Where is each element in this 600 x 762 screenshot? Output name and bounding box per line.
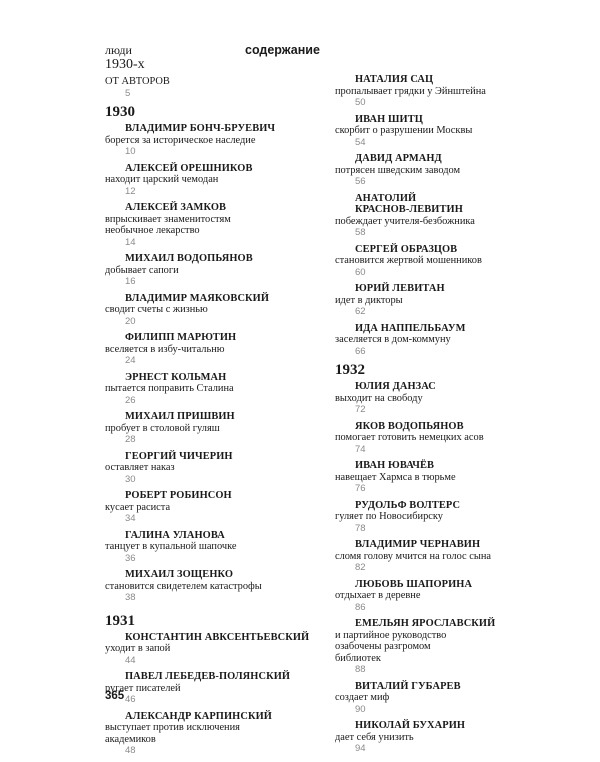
toc-entry-page: 36 <box>125 552 136 564</box>
toc-entry-page: 78 <box>355 522 366 534</box>
toc-entry[interactable] <box>335 421 550 456</box>
toc-right-continued <box>335 74 550 357</box>
toc-entry[interactable] <box>105 490 320 525</box>
toc-entry-page: 16 <box>125 276 136 287</box>
toc-entry[interactable] <box>335 244 550 279</box>
toc-entry-name: МИХАИЛ ПРИШВИН <box>125 411 235 422</box>
toc-entry-page: 10 <box>125 146 136 157</box>
year-heading: 1932 <box>335 362 365 378</box>
toc-entry-page: 48 <box>125 745 136 756</box>
toc-entry[interactable] <box>335 114 550 149</box>
toc-entry[interactable] <box>335 283 550 318</box>
toc-entry-page: 44 <box>125 654 136 666</box>
toc-entry-description: выходит на свободу <box>335 392 423 404</box>
toc-entry-page: 34 <box>125 513 136 524</box>
toc-entry-description: вселяется в избу-читальню <box>105 343 225 355</box>
toc-entry-name: НИКОЛАЙ БУХАРИН <box>355 720 466 731</box>
toc-entry[interactable] <box>335 153 550 188</box>
toc-entry-name: АЛЕКСЕЙ ОРЕШНИКОВ <box>125 162 253 174</box>
toc-entry[interactable] <box>105 632 320 667</box>
toc-entry[interactable] <box>105 123 320 158</box>
toc-entry-page: 60 <box>355 266 366 278</box>
toc-entry-description: заселяется в дом-коммуну <box>335 334 451 345</box>
toc-entry-page: 90 <box>355 703 366 715</box>
toc-entry-description: выступает против исключения академиков <box>105 722 240 745</box>
toc-entry[interactable] <box>105 569 320 604</box>
toc-entry-page: 54 <box>355 136 366 148</box>
toc-entry-name: ЯКОВ ВОДОПЬЯНОВ <box>355 420 464 432</box>
toc-entry-description: пропалывает грядки у Эйнштейна <box>335 85 486 97</box>
toc-entry-description: гуляет по Новосибирску <box>335 511 443 522</box>
toc-entry-page: 28 <box>125 434 136 445</box>
toc-entry-page: 30 <box>125 473 136 485</box>
toc-entry-page: 88 <box>355 664 366 675</box>
toc-intro-page: 5 <box>125 87 131 99</box>
toc-entry-page: 26 <box>125 394 136 406</box>
toc-entry-description: впрыскивает знаменитостям необычное лекарство <box>105 213 231 236</box>
toc-entry[interactable] <box>335 193 550 239</box>
toc-entry-description: и партийное руководство озабочены разгромом библиотек <box>335 629 447 664</box>
toc-entry-description: находит царский чемодан <box>105 174 219 185</box>
toc-entry[interactable] <box>335 381 550 416</box>
toc-entry-description: сломя голову мчится на голос сына <box>335 550 491 562</box>
toc-entry-page: 14 <box>125 236 136 248</box>
toc-entry-page: 38 <box>125 592 136 603</box>
toc-entry-name: ПАВЕЛ ЛЕБЕДЕВ-ПОЛЯНСКИЙ <box>125 671 291 682</box>
page-title: содержание <box>245 43 320 57</box>
toc-entry-name: ВЛАДИМИР ЧЕРНАВИН <box>355 539 481 550</box>
toc-entry[interactable] <box>335 74 550 109</box>
toc-entry-name: ВЛАДИМИР МАЯКОВСКИЙ <box>125 292 270 304</box>
toc-entry[interactable] <box>335 681 550 716</box>
toc-entry-name: РОБЕРТ РОБИНСОН <box>125 490 232 501</box>
toc-entry-description: становится свидетелем катастрофы <box>105 580 262 592</box>
section-label: люди <box>105 43 132 57</box>
toc-entry-name: РУДОЛЬФ ВОЛТЕРС <box>355 499 461 511</box>
toc-entry-page: 86 <box>355 601 366 613</box>
toc-entry-name: ФИЛИПП МАРЮТИН <box>125 332 237 343</box>
toc-entry-name: ГАЛИНА УЛАНОВА <box>125 529 225 541</box>
toc-entry-name: МИХАИЛ ЗОЩЕНКО <box>125 569 234 580</box>
toc-entry-name: ИВАН ЮВАЧЁВ <box>355 460 435 471</box>
toc-entry-page: 62 <box>355 306 366 317</box>
toc-entry-name: ВЛАДИМИР БОНЧ-БРУЕВИЧ <box>125 123 276 134</box>
toc-entry-description: ругает писателей <box>105 682 181 694</box>
toc-entry[interactable] <box>105 411 320 446</box>
toc-entry-name: АНАТОЛИЙ КРАСНОВ-ЛЕВИТИН <box>355 192 463 215</box>
toc-entry-description: уходит в запой <box>105 643 171 654</box>
toc-entry-description: навещает Хармса в тюрьме <box>335 471 456 483</box>
toc-entry[interactable] <box>335 579 550 614</box>
toc-entry-page: 58 <box>355 227 366 238</box>
toc-entry-name: ЮРИЙ ЛЕВИТАН <box>355 283 445 294</box>
toc-entry-description: кусает расиста <box>105 501 171 513</box>
toc-entry-description: отдыхает в деревне <box>335 590 421 601</box>
toc-entry-page: 72 <box>355 404 366 415</box>
toc-entry[interactable] <box>105 671 320 706</box>
toc-entry-page: 76 <box>355 483 366 494</box>
toc-right-years <box>335 363 550 755</box>
toc-entry-name: СЕРГЕЙ ОБРАЗЦОВ <box>355 243 458 255</box>
toc-entry-page: 20 <box>125 315 136 327</box>
toc-entry-name: КОНСТАНТИН АВКСЕНТЬЕВСКИЙ <box>125 631 310 643</box>
toc-entry[interactable] <box>335 323 550 358</box>
toc-entry-page: 82 <box>355 562 366 573</box>
toc-entry-description: дает себя унизить <box>335 731 414 743</box>
toc-column-right <box>335 74 550 760</box>
toc-entry-page: 56 <box>355 176 366 187</box>
toc-entry[interactable] <box>105 451 320 486</box>
toc-entry-name: АЛЕКСЕЙ ЗАМКОВ <box>125 202 227 213</box>
toc-entry-description: скорбит о разрушении Москвы <box>335 125 473 136</box>
toc-entry-description: становится жертвой мошенников <box>335 255 482 266</box>
toc-entry-description: побеждает учителя-безбожника <box>335 215 475 227</box>
toc-entry[interactable] <box>105 293 320 328</box>
toc-entry[interactable] <box>335 460 550 495</box>
toc-entry[interactable] <box>105 372 320 407</box>
toc-entry-page: 66 <box>355 345 366 357</box>
toc-entry-page: 74 <box>355 443 366 455</box>
toc-entry-page: 94 <box>355 743 366 754</box>
toc-entry-name: НАТАЛИЯ САЦ <box>355 74 434 85</box>
year-heading: 1930 <box>105 104 135 120</box>
toc-entry-description: борется за историческое наследие <box>105 134 256 146</box>
toc-entry-description: пытается поправить Сталина <box>105 383 234 394</box>
toc-column-left <box>105 76 320 762</box>
toc-entry-name: ЕМЕЛЬЯН ЯРОСЛАВСКИЙ <box>355 618 496 629</box>
toc-entry[interactable] <box>335 500 550 535</box>
section-header <box>105 44 145 72</box>
toc-entry-name: ЮЛИЯ ДАНЗАС <box>355 381 436 392</box>
toc-entry-description: добывает сапоги <box>105 264 179 276</box>
toc-entry-description: танцует в купальной шапочке <box>105 541 237 552</box>
toc-entry[interactable] <box>105 202 320 248</box>
toc-entry-name: ИДА НАППЕЛЬБАУМ <box>355 322 466 334</box>
toc-entry-description: создает миф <box>335 692 390 703</box>
toc-entry-name: ВИТАЛИЙ ГУБАРЕВ <box>355 680 461 692</box>
page-number: 365 <box>105 690 125 702</box>
toc-entry-name: ИВАН ШИТЦ <box>355 113 423 125</box>
toc-intro-entry[interactable] <box>105 76 320 99</box>
section-era: 1930-х <box>105 57 145 72</box>
toc-entry-description: идет в дикторы <box>335 294 403 306</box>
toc-entry-name: МИХАИЛ ВОДОПЬЯНОВ <box>125 253 253 264</box>
toc-entry[interactable] <box>335 720 550 755</box>
toc-entry-description: пробует в столовой гуляш <box>105 422 220 434</box>
toc-left-years <box>105 105 320 757</box>
toc-entry-description: оставляет наказ <box>105 462 175 473</box>
toc-entry[interactable] <box>105 332 320 367</box>
toc-entry-description: помогает готовить немецких асов <box>335 432 484 443</box>
toc-entry[interactable] <box>105 253 320 288</box>
toc-entry[interactable] <box>105 530 320 565</box>
toc-entry-page: 12 <box>125 185 136 197</box>
toc-entry-name: АЛЕКСАНДР КАРПИНСКИЙ <box>125 710 272 722</box>
toc-entry-page: 50 <box>355 97 366 108</box>
toc-entry-name: ЭРНЕСТ КОЛЬМАН <box>125 371 227 383</box>
toc-entry-name: ЛЮБОВЬ ШАПОРИНА <box>355 578 473 590</box>
toc-entry-description: сводит счеты с жизнью <box>105 304 208 315</box>
year-heading: 1931 <box>105 612 135 629</box>
toc-entry[interactable] <box>105 163 320 198</box>
toc-entry[interactable] <box>335 618 550 676</box>
toc-entry-name: ДАВИД АРМАНД <box>355 153 442 164</box>
toc-intro-label: ОТ АВТОРОВ <box>105 76 170 87</box>
toc-entry-name: ГЕОРГИЙ ЧИЧЕРИН <box>125 450 233 462</box>
toc-entry-page: 24 <box>125 355 136 366</box>
toc-entry[interactable] <box>335 539 550 574</box>
toc-entry-page: 46 <box>125 694 136 705</box>
toc-entry-description: потрясен шведским заводом <box>335 164 461 176</box>
